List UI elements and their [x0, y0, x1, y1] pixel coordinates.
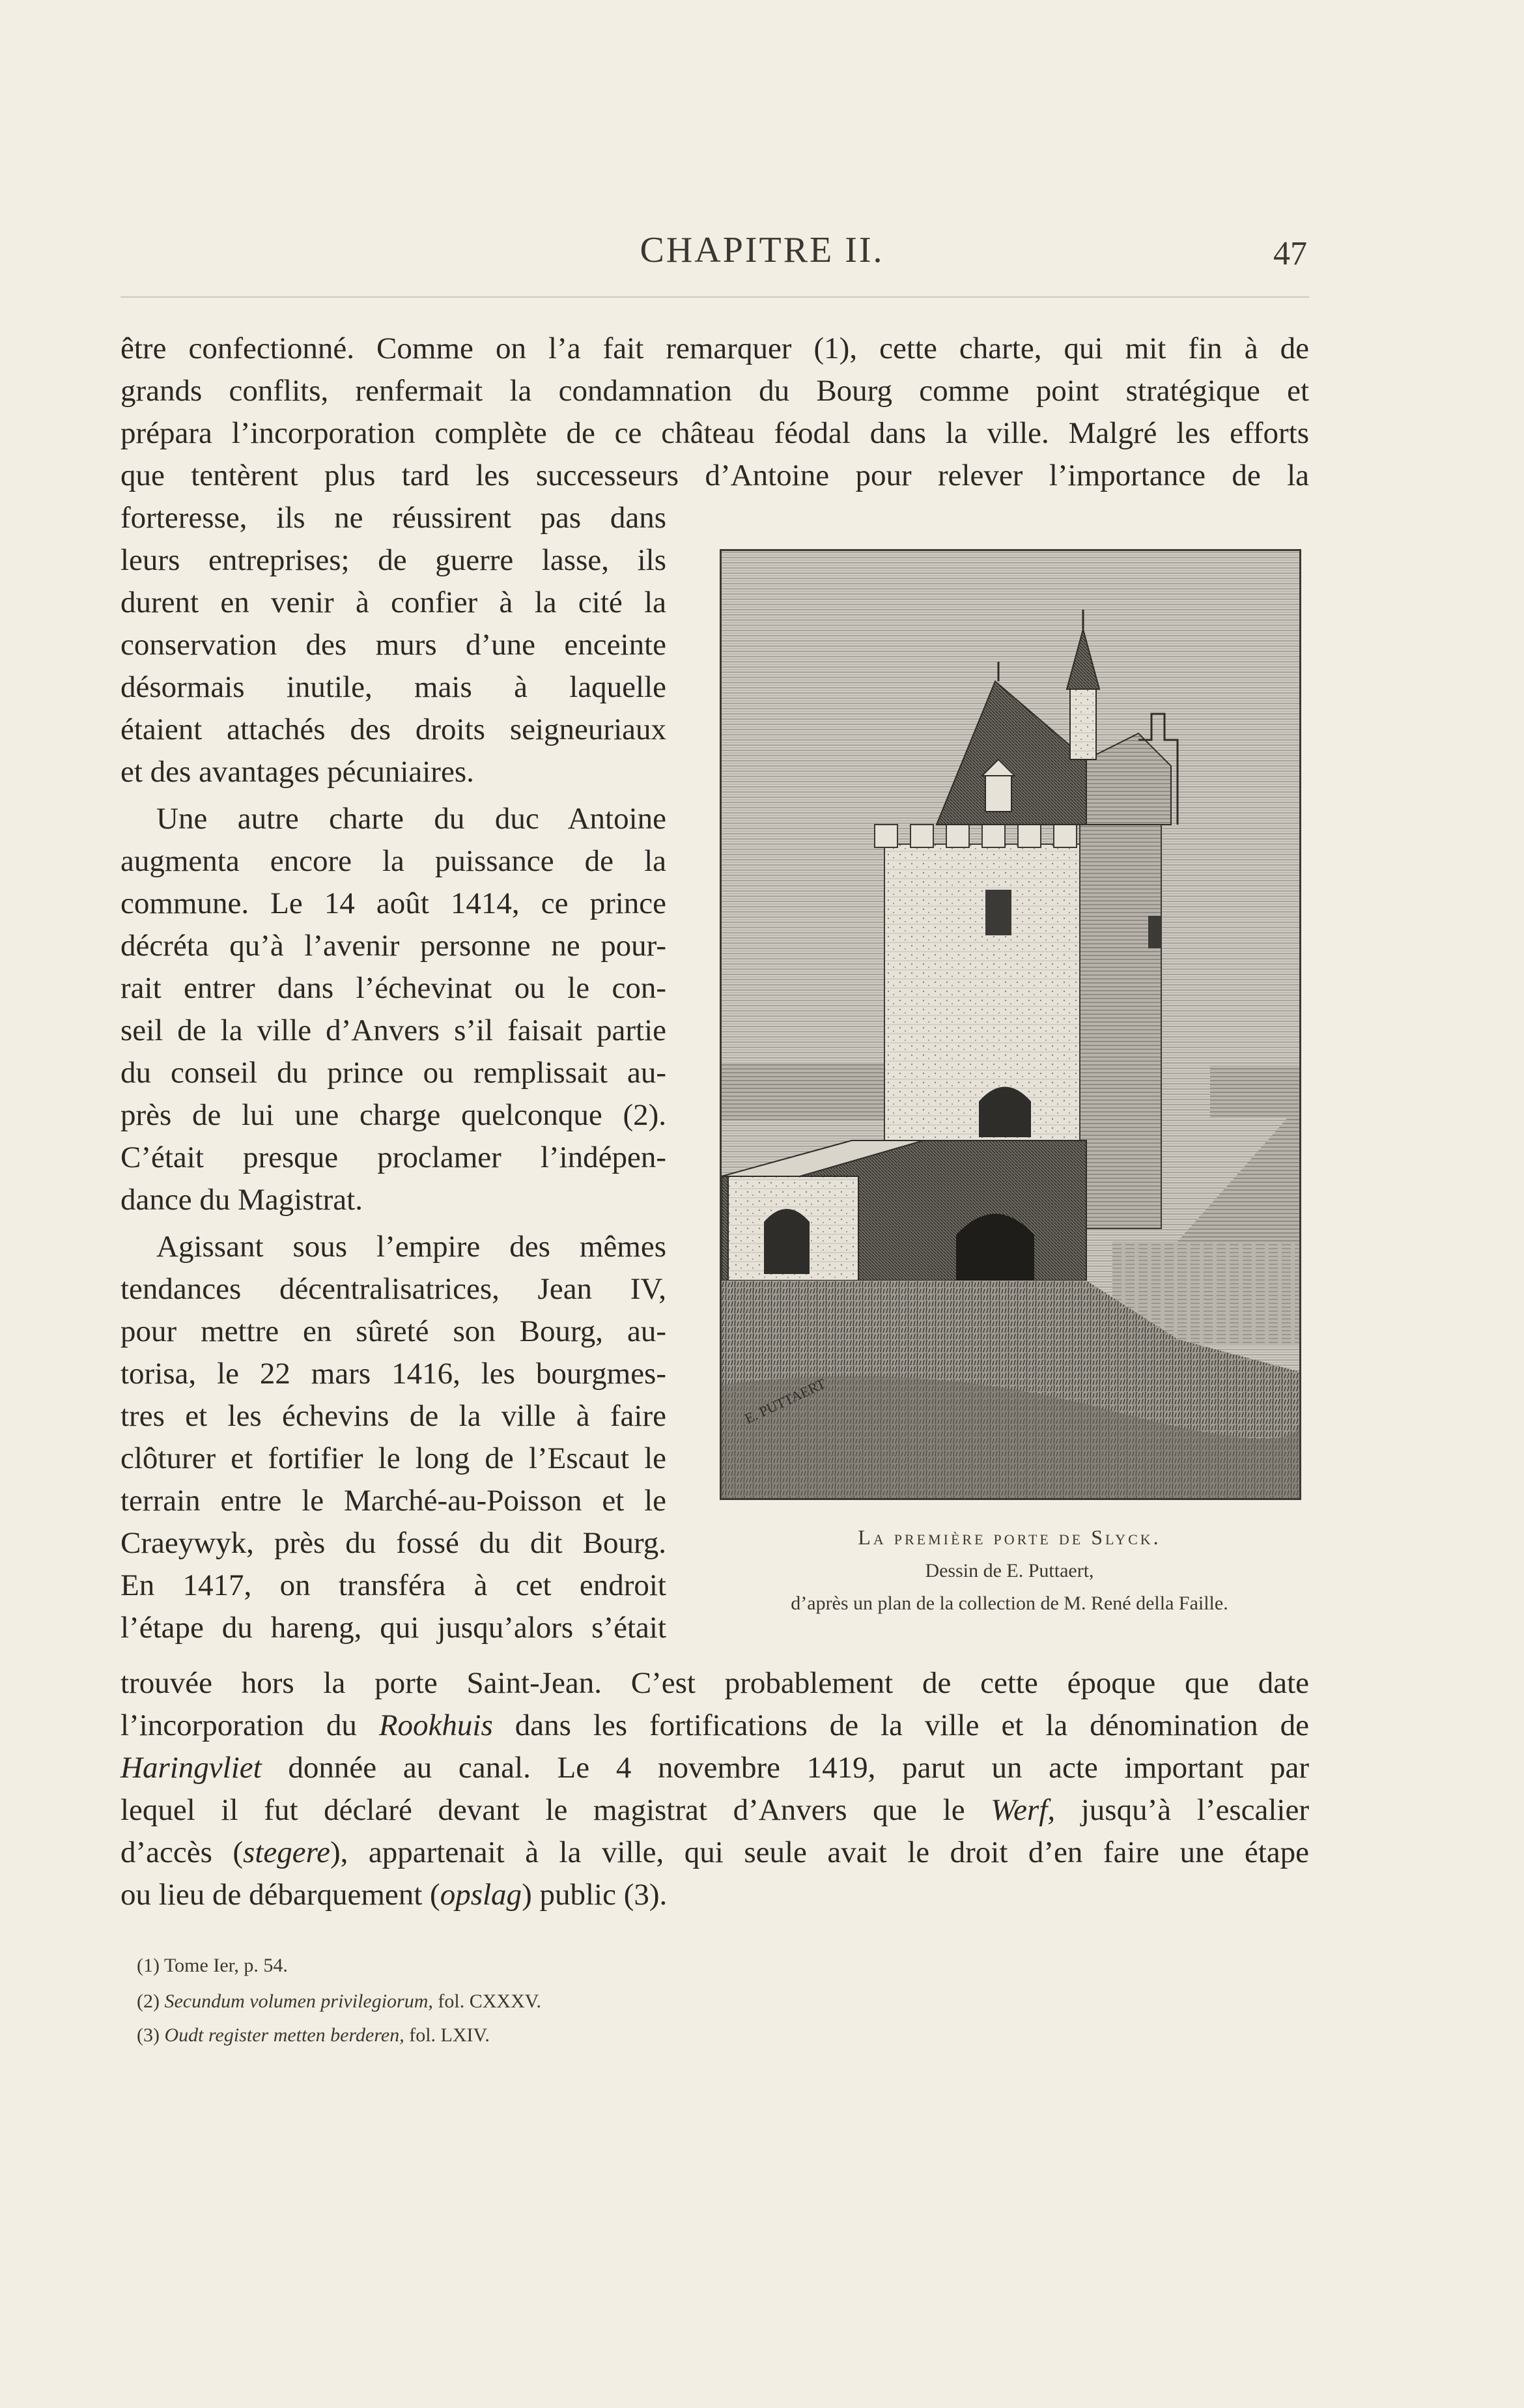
text-line: commune. Le 14 août 1414, ce prince [120, 886, 666, 920]
tower-engraving [720, 549, 1301, 1500]
text-line: trouvée hors la porte Saint-Jean. C’est probablement de cette époque que date [120, 1666, 1309, 1700]
footnote-3: (3) Oudt register metten berderen, fol. LXIV. [137, 2024, 490, 2046]
text-line: du conseil du prince ou remplissait au- [120, 1056, 666, 1090]
text-line: Agissant sous l’empire des mêmes [156, 1230, 666, 1264]
text-line: dance du Magistrat. [120, 1183, 363, 1217]
text-line: d’accès (stegere), appartenait à la ville, qui seule avait le droit d’en faire une étape [120, 1835, 1310, 1869]
text-line: C’était presque proclamer l’indépen- [120, 1140, 666, 1174]
text-line: augmenta encore la puissance de la [120, 844, 666, 878]
footnote-1: (1) Tome Ier, p. 54. [137, 1955, 288, 1976]
text-line: durent en venir à confier à la cité la [120, 586, 666, 619]
text-line: étaient attachés des droits seigneuriaux [120, 713, 666, 746]
text-line: lequel il fut déclaré devant le magistrat d’Anvers que le Werf, jusqu’à l’escalier [120, 1793, 1309, 1827]
text-line: décréta qu’à l’avenir personne ne pour- [120, 929, 666, 963]
text-line: tres et les échevins de la ville à faire [120, 1399, 666, 1433]
text-line: prépara l’incorporation complète de ce château féodal dans la ville. Malgré les efforts [120, 416, 1309, 450]
text-line: Une autre charte du duc Antoine [156, 802, 666, 836]
text-line: que tentèrent plus tard les successeurs d’Antoine pour relever l’importance de la [120, 459, 1309, 492]
figure-caption-source: d’après un plan de la collection de M. René della Faille. [791, 1593, 1228, 1614]
page-number: 47 [1273, 235, 1307, 272]
text-line: ou lieu de débarquement (opslag) public (3). [120, 1878, 668, 1912]
text-line: l’incorporation du Rookhuis dans les fortifications de la ville et la dénomination de [120, 1708, 1309, 1742]
text-line: Haringvliet donnée au canal. Le 4 novembre 1419, parut un acte important par [120, 1751, 1309, 1785]
text-line: forteresse, ils ne réussirent pas dans [120, 501, 666, 535]
text-line: près de lui une charge quelconque (2). [120, 1098, 666, 1132]
footnote-2: (2) Secundum volumen privilegiorum, fol. CXXXV. [137, 1990, 542, 2012]
text-line: tendances décentralisatrices, Jean IV, [120, 1272, 666, 1306]
text-line: clôturer et fortifier le long de l’Escaut le [120, 1441, 666, 1475]
text-line: Craeywyk, près du fossé du dit Bourg. [120, 1526, 666, 1560]
text-line: leurs entreprises; de guerre lasse, ils [120, 543, 666, 577]
text-line: et des avantages pécuniaires. [120, 755, 474, 789]
text-line: conservation des murs d’une enceinte [120, 628, 666, 662]
text-line: grands conflits, renfermait la condamnation du Bourg comme point stratégique et [120, 374, 1309, 408]
figure-caption-credit: Dessin de E. Puttaert, [925, 1560, 1094, 1581]
engraver-signature: E. PUTTAERT [742, 1375, 828, 1427]
text-line: En 1417, on transféra à cet endroit [120, 1568, 666, 1602]
chapter-title: CHAPITRE II. [640, 230, 884, 270]
text-line: l’étape du hareng, qui jusqu’alors s’était [120, 1611, 666, 1645]
text-line: rait entrer dans l’échevinat ou le con- [120, 971, 666, 1005]
figure-caption-title: La première porte de Slyck. [858, 1525, 1161, 1549]
text-line: pour mettre en sûreté son Bourg, au- [120, 1314, 666, 1348]
text-line: désormais inutile, mais à laquelle [120, 670, 666, 704]
text-line: être confectionné. Comme on l’a fait remarquer (1), cette charte, qui mit fin à de [120, 332, 1309, 365]
header-rule [120, 296, 1309, 298]
text-line: torisa, le 22 mars 1416, les bourgmes- [120, 1357, 666, 1391]
text-line: seil de la ville d’Anvers s’il faisait partie [120, 1013, 666, 1047]
text-line: terrain entre le Marché-au-Poisson et le [120, 1484, 666, 1518]
